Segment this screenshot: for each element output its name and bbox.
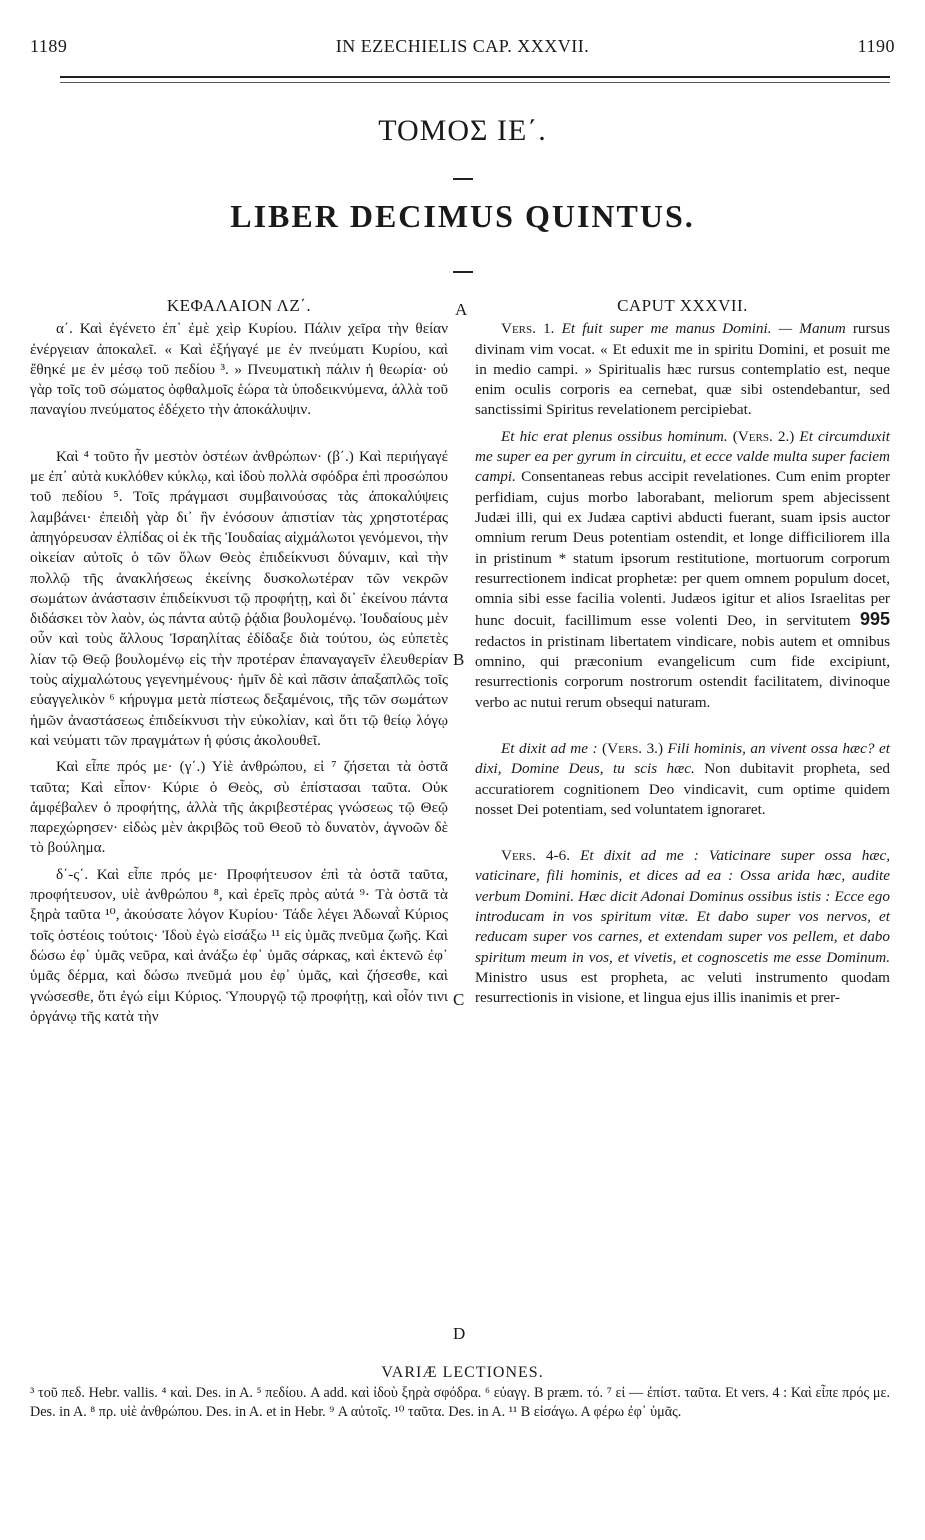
- column-number: 995: [859, 609, 890, 630]
- margin-marker-c: C: [453, 990, 465, 1009]
- page-number-right: 1190: [857, 36, 895, 56]
- divider-dash: [453, 178, 473, 180]
- greek-paragraph: Καὶ εἶπε πρός με· (γ΄.) Υἱὲ ἀνθρώπου, εἰ ⁷ ζήσεται τὰ ὀστᾶ ταῦτα; Καὶ εἶπον· Κύριε ὁ Θεὸς, σὺ ἐπίστασαι ταῦτα. Οὐκ ἀμφέβαλεν ὁ προφήτης, ἀλλὰ τῆς ἀκριβεστέρας γνώσεως τῷ Θεῷ παρεχώρησεν· εἰδὼς μὲν ἀκριβῶς τοῦ Θεοῦ τὸ δυνατὸν, ἀγνοῶν δὲ τὸ βούλημα.: [30, 758, 448, 857]
- latin-paragraph: [475, 427, 890, 713]
- margin-marker-b: B: [453, 650, 465, 669]
- scripture-quote: Et dixit ad me :: [501, 739, 598, 757]
- scripture-quote: Et hic erat plenus ossibus hominum.: [501, 427, 728, 445]
- header-rule-thick: [60, 76, 890, 78]
- scripture-quote: Et circumduxit me super ea per gyrum in circuitu, et ecce valde multa super faciem campi.: [475, 427, 890, 486]
- greek-chapter-heading: ΚΕΦΑΛΑΙΟΝ ΛΖ΄.: [166, 296, 312, 315]
- commentary-text: rursus divinam vim vocat. « Et eduxit me in spiritu Domini, et posuit me in medio campi. » Spiritualis hæc rursus contemplatio est, neque enim oculis corporis ea cernebat, quæ sibi ostendebantur, sed sanctissimi Spiritus revelationem percipiebat.: [475, 320, 890, 419]
- tomos-title: ΤΟΜΟΣ ΙΕ΄.: [378, 114, 547, 147]
- variae-lectiones-notes: ³ τοῦ πεδ. Hebr. vallis. ⁴ καὶ. Des. in A. ⁵ πεδίου. A add. καὶ ἰδοὺ ξηρὰ σφόδρα. ⁶ εὐαγγ. B præm. τό. ⁷ εἰ — ἐπίστ. ταῦτα. Et vers. 4 : Καὶ εἶπε πρός με. Des. in A. ⁸ πρ. υἱὲ ἀνθρώπου. Des. in A. et in Hebr. ⁹ Α αὐτοῖς. ¹⁰ ταῦτα. Des. in A. ¹¹ Β εἰσάγω. Α φέρω ἐφ᾽ ὑμᾶς.: [30, 1385, 890, 1420]
- latin-paragraph: [475, 319, 890, 420]
- running-title: IN EZECHIELIS CAP. XXXVII.: [335, 36, 590, 56]
- verse-ref: Vers. 1.: [501, 320, 555, 338]
- margin-marker-a: A: [455, 300, 468, 319]
- greek-paragraph: Καὶ ⁴ τοῦτο ἦν μεστὸν ὀστέων ἀνθρώπων· (β΄.) Καὶ περιήγαγέ με ἐπ᾽ αὐτὰ κυκλόθεν κύκλῳ, καὶ ἰδοὺ πολλὰ σφόδρα ἐπὶ προσώπου τοῦ πεδίου ⁵. Τοῖς πράγμασι συμβαινούσας τὰς ἀποκαλύψεις λαμβάνει· ἐπειδὴ γὰρ δι᾽ ἣν ἐνόσουν ἀπιστίαν τὰς χρηστοτέρας ἀπηγόρευσαν ἐλπίδας οἱ ἐκ τῆς Ἰουδαίας αἰχμάλωτοι γενόμενοι, τὴν οἰκείαν αὐτοῖς ὁ τῶν ὅλων Θεὸς ἐπιδείκνυσι δύναμιν, καὶ τὴν πολλῷ τῆς ἀνακλήσεως ἐκείνης δυσκολωτέραν τῶν νεκρῶν σωμάτων ἀνάστασιν ἐπιδείκνυσι τῷ προφήτῃ, καὶ δι᾽ ἐκείνου πάντα διδάσκει τὸν λαὸν, ὡς πάντα αὐτῷ ῥᾴδια βουλομένῳ. Ἰουδαίους μὲν οὖν καὶ τοὺς ἄλλους Ἰσραηλίτας ἐδίδαξε διὰ τούτου, ὡς εὐπετὲς λίαν τῷ Θεῷ βουλομένῳ εἰς τὴν προτέραν ἐπαναγαγεῖν ἐλευθερίαν τοὺς αἰχμαλώτους γεγενημένους· ἡμῖν δὲ καὶ πᾶσιν ἁπαξαπλῶς τοῖς εὐαγγελικὸν ⁶ κήρυγμα μετὰ πίστεως δεξαμένοις, τῆς τῶν σωμάτων ἡμῶν ἀναστάσεως ἐπιδείκνυσι τὴν εὐκολίαν, καὶ ὅτι τῷ θείῳ λόγῳ καὶ νεύματι τῶν πραγμάτων ἡ φύσις ἀκολουθεῖ.: [30, 447, 448, 749]
- margin-marker-d: D: [453, 1324, 466, 1343]
- latin-paragraph: [475, 739, 890, 820]
- variae-lectiones-heading: VARIÆ LECTIONES.: [381, 1364, 544, 1381]
- greek-paragraph: δ΄-ς΄. Καὶ εἶπε πρός με· Προφήτευσον ἐπὶ τὰ ὀστᾶ ταῦτα, προφήτευσον, υἱὲ ἀνθρώπου ⁸, καὶ ἐρεῖς πρὸς αὐτά ⁹· Τὰ ὀστᾶ τὰ ξηρὰ ταῦτα ¹⁰, ἀκούσατε λόγον Κυρίου· Τάδε λέγει Ἀδωναῒ Κύριος τοῖς ὀστέοις τούτοις· Ἰδοὺ ἐγὼ εἰσάξω ¹¹ εἰς ὑμᾶς πνεῦμα ζωῆς. Καὶ δώσω ἐφ᾽ ὑμᾶς νεῦρα, καὶ ἀνάξω ἐφ᾽ ὑμᾶς σάρκας, καὶ ἐκτενῶ ἐφ᾽ ὑμᾶς δέρμα, καὶ δώσω πνεῦμά μου ἐφ᾽ ὑμᾶς, καὶ ζήσεσθε, καὶ γνώσεσθε, ὅτι ἐγώ εἰμι Κύριος. Ὑπουργῷ τῷ προφήτῃ, καὶ οἷόν τινι ὀργάνῳ τῆς κατὰ τὴν: [30, 865, 448, 1025]
- liber-title: LIBER DECIMUS QUINTUS.: [230, 198, 695, 234]
- commentary-text: Non dubitavit propheta, sed accuratiorem cognitionem Deo vindicavit, cum optime quidem nosset Dei potentiam, sed voluntatem ignoraret.: [475, 760, 890, 818]
- latin-paragraph: [475, 846, 890, 1008]
- commentary-text: Ministro usus est propheta, ac veluti instrumento quodam resurrectionis in visione, et lingua ejus illis inanimis et prer-: [475, 968, 890, 1007]
- latin-chapter-heading: CAPUT XXXVII.: [617, 296, 748, 315]
- scripture-quote: Et fuit super me manus Domini. — Manum: [554, 320, 846, 338]
- verse-ref: (Vers. 3.): [597, 739, 668, 757]
- verse-ref: Vers. 4-6.: [501, 847, 571, 865]
- scripture-quote: Et dixit ad me : Vaticinare super ossa hæc, vaticinare, fili hominis, et dices ad ea : Ossa arida hæc, audite verbum Domini. Hæc dicit Adonai Dominus ossibus istis : Ecce ego introducam in vos spiritum vitæ. Et dabo super vos nervos, et reducam super vos carnes, et extendam super vos pellem, et dabo spiritum meum in vos, et vivetis, et cognoscetis me esse Dominum.: [475, 847, 891, 966]
- verse-ref: (Vers. 2.): [727, 427, 800, 445]
- greek-paragraph: α΄. Καὶ ἐγένετο ἐπ᾽ ἐμὲ χεὶρ Κυρίου. Πάλιν χεῖρα τὴν θείαν ἐνέργειαν ἀποκαλεῖ. « Καὶ ἐξήγαγέ με ἐν πνεύματι Κυρίου, καὶ ἔθηκέ με ἐν μέσῳ τοῦ πεδίου ³. » Πνευματικὴ πάλιν ἡ θεωρία· οὐ γὰρ τοῖς τοῦ σώματος ὀφθαλμοῖς ἑώρα τὰ ὑποδεικνύμενα, ἀλλὰ τοῦ παναγίου πνεύματος ἐδέχετο τὴν ἀποκάλυψιν.: [30, 320, 448, 419]
- commentary-text: redactos in pristinam libertatem vindicare, nobis autem et omnibus omnino, qui præconium evangelicum cum fide excipiunt, resurrectionis corporum nostrorum ostendit facilitatem, divinoque verbo ac nutui rerum obsequi naturam.: [475, 632, 890, 711]
- scripture-quote: Fili hominis, an vivent ossa hæc? et dixi, Domine Deus, tu scis hæc.: [475, 739, 890, 778]
- commentary-text: Consentaneas rebus accipit revelationes. Cum enim propter perfidiam, cujus morbo laborabant, meliorum spem abjecissent Judæi illi, qui ex Judæa captivi abducti fuerant, suam ipsis auctor omnium rerum Deus potentiam ostendit, et longe difficiliorem illa in pristinum * statum ipsorum restitutione, mortuorum corporum resurrectionem indicat prophetæ: per quem omnem populum docet, omnia sibi esse facilia volenti. Judæos igitur et alios Israelitas per hunc docuit, facillimum esse volenti Deo, in servitutem: [475, 468, 890, 630]
- divider-dash: [453, 271, 473, 273]
- running-header: [30, 36, 895, 60]
- greek-column: [30, 296, 448, 1027]
- page-number-left: 1189: [30, 36, 68, 56]
- latin-column: [475, 296, 890, 1009]
- header-rule-thin: [60, 82, 890, 83]
